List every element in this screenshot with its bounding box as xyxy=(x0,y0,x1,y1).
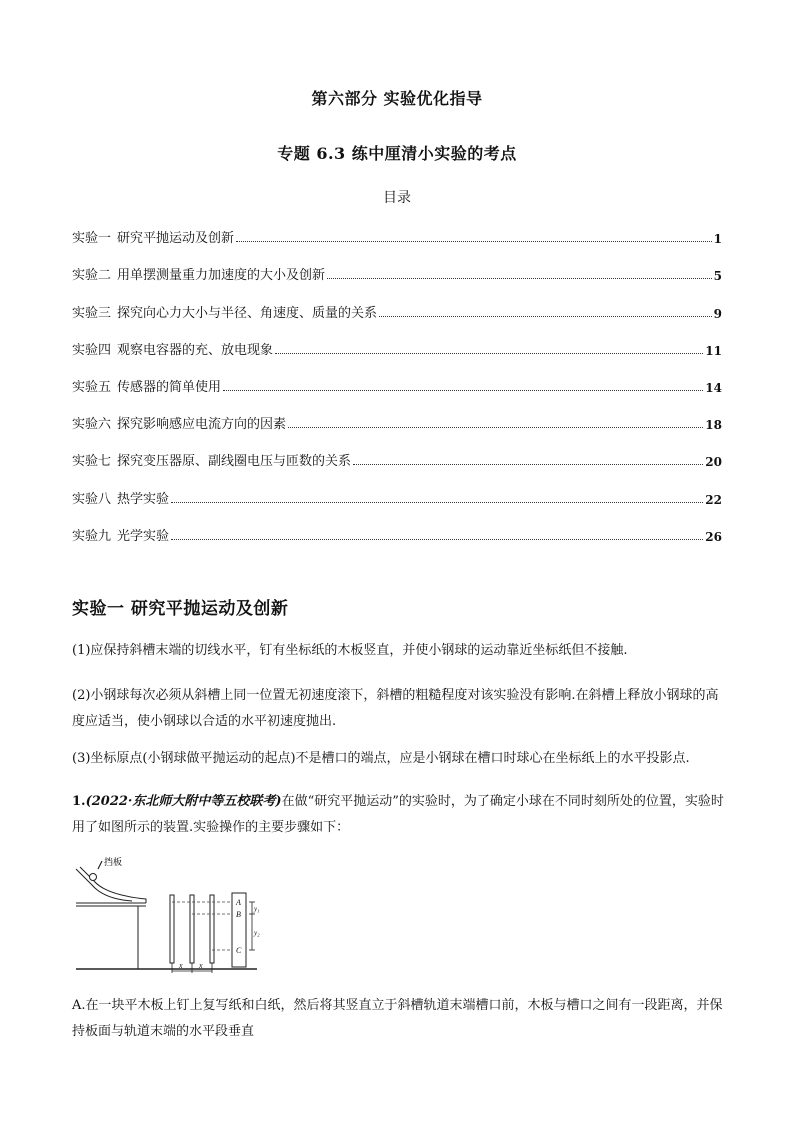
part-title: 第六部分 实验优化指导 xyxy=(311,89,483,108)
toc-item-number: 实验五 xyxy=(72,379,112,395)
toc-dot-leader xyxy=(379,315,712,317)
level-guides xyxy=(172,902,232,950)
x-label-2: x xyxy=(199,961,203,970)
baffle xyxy=(98,856,122,869)
toc-page-number: 26 xyxy=(705,529,722,544)
note-paragraph-2: (2)小钢球每次必须从斜槽上同一位置无初速度滚下，斜槽的粗糙程度对该实验没有影响.在斜槽上释放小钢球的高度应适当，使小钢球以合适的水平初速度抛出. xyxy=(72,688,719,729)
point-label-c: C xyxy=(236,946,242,955)
point-label-a: A xyxy=(236,898,241,907)
toc-item-title: 热学实验 xyxy=(117,491,170,507)
table-of-contents xyxy=(72,209,722,544)
toc-dot-leader xyxy=(171,501,703,503)
toc-item-number: 实验三 xyxy=(72,305,112,321)
board-positions xyxy=(170,893,246,967)
toc-page-number: 5 xyxy=(713,269,722,284)
toc-item-number: 实验二 xyxy=(72,268,112,284)
toc-item-number: 实验九 xyxy=(72,528,112,544)
topic-title: 专题 6.3 练中厘清小实验的考点 xyxy=(277,144,517,163)
step-a: A.在一块平木板上钉上复写纸和白纸，然后将其竖直立于斜槽轨道末端槽口前，木板与槽口之间有一段距离，并保持板面与轨道末端的水平段垂直 xyxy=(72,998,723,1039)
y2-label: y₂ xyxy=(254,929,260,937)
toc-item-title: 研究平抛运动及创新 xyxy=(117,231,235,247)
toc-item-number: 实验八 xyxy=(72,491,112,507)
question-number: 1. xyxy=(72,794,86,809)
toc-item-title: 探究向心力大小与半径、角速度、质量的关系 xyxy=(117,305,378,321)
toc-item-number: 实验六 xyxy=(72,417,112,433)
note-paragraph-3: (3)坐标原点(小钢球做平抛运动的起点)不是槽口的端点，应是小钢球在槽口时球心在坐标纸上的水平投影点. xyxy=(72,751,690,766)
toc-page-number: 1 xyxy=(713,232,722,247)
point-label-b: B xyxy=(236,910,241,919)
toc-dot-leader xyxy=(171,538,703,540)
toc-item-title: 观察电容器的充、放电现象 xyxy=(117,342,274,358)
toc-item-1[interactable] xyxy=(72,209,722,246)
toc-item-8[interactable] xyxy=(72,469,722,506)
question-text: 在做“研究平抛运动”的实验时，为了确定小球在不同时刻所处的位置，实验时用了如图所示的装置.实验操作的主要步骤如下： xyxy=(72,794,724,835)
apparatus-figure xyxy=(72,855,262,975)
toc-item-title: 探究影响感应电流方向的因素 xyxy=(117,417,287,433)
toc-dot-leader xyxy=(353,463,703,465)
toc-item-title: 用单摆测量重力加速度的大小及创新 xyxy=(117,268,326,284)
toc-dot-leader xyxy=(327,277,712,279)
toc-item-title: 探究变压器原、副线圈电压与匝数的关系 xyxy=(117,454,352,470)
toc-item-6[interactable] xyxy=(72,395,722,432)
question-source: (2022·东北师大附中等五校联考) xyxy=(85,794,282,809)
toc-page-number: 14 xyxy=(705,380,722,395)
toc-page-number: 9 xyxy=(713,306,722,321)
toc-item-number: 实验七 xyxy=(72,454,112,470)
question-1 xyxy=(72,789,728,841)
toc-item-5[interactable] xyxy=(72,358,722,395)
toc-item-title: 传感器的简单使用 xyxy=(117,379,222,395)
x-spacing xyxy=(172,963,212,973)
toc-page-number: 20 xyxy=(705,455,722,470)
toc-heading: 目录 xyxy=(383,190,411,206)
toc-item-number: 实验四 xyxy=(72,342,112,358)
toc-item-2[interactable] xyxy=(72,246,722,283)
toc-dot-leader xyxy=(236,240,712,242)
toc-item-4[interactable] xyxy=(72,321,722,358)
x-label-1: x xyxy=(179,961,183,970)
baffle-label: 挡板 xyxy=(104,857,123,867)
toc-dot-leader xyxy=(223,389,703,391)
toc-page-number: 22 xyxy=(705,492,722,507)
y1-label: y₁ xyxy=(254,905,260,913)
toc-page-number: 18 xyxy=(705,418,722,433)
section-heading: 实验一 研究平抛运动及创新 xyxy=(72,599,289,619)
toc-page-number: 11 xyxy=(705,343,722,358)
toc-dot-leader xyxy=(275,352,703,354)
note-paragraph-1: (1)应保持斜槽末端的切线水平，钉有坐标纸的木板竖直，并使小钢球的运动靠近坐标纸但不接触. xyxy=(72,643,628,658)
chute-and-table xyxy=(76,867,257,969)
toc-item-7[interactable] xyxy=(72,432,722,469)
toc-item-9[interactable] xyxy=(72,507,722,544)
toc-dot-leader xyxy=(288,426,703,428)
toc-item-3[interactable] xyxy=(72,283,722,320)
toc-item-title: 光学实验 xyxy=(117,528,170,544)
toc-item-number: 实验一 xyxy=(72,231,112,247)
